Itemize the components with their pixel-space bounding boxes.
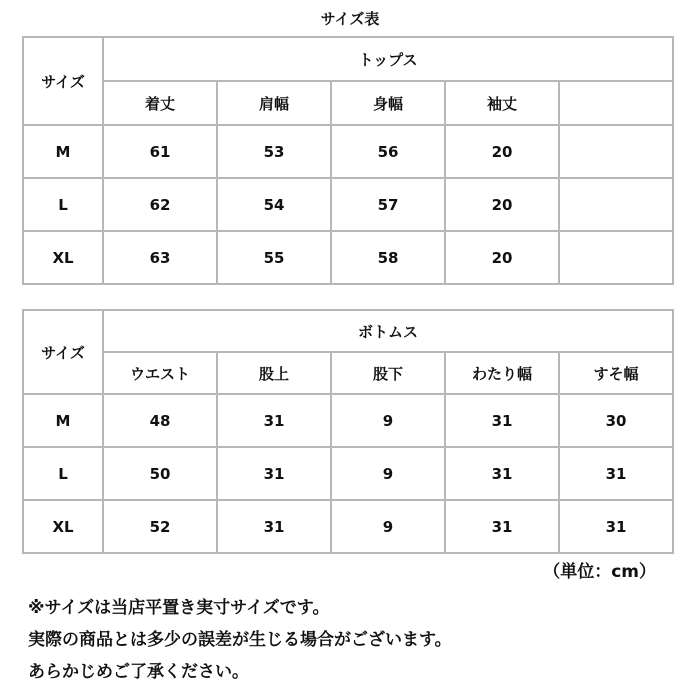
- group-header-bottoms: ボトムス: [103, 310, 673, 352]
- value-cell: 53: [217, 125, 331, 178]
- table-row: [23, 394, 673, 447]
- col-header: ウエスト: [103, 352, 217, 394]
- value-cell: [559, 125, 673, 178]
- group-header-tops: トップス: [103, 37, 673, 81]
- size-header: サイズ: [23, 37, 103, 125]
- bottoms-size-table: [22, 309, 674, 554]
- value-cell: 31: [217, 447, 331, 500]
- value-cell: 54: [217, 178, 331, 231]
- value-cell: 30: [559, 394, 673, 447]
- tops-size-table: [22, 36, 674, 285]
- value-cell: 61: [103, 125, 217, 178]
- table-row: [23, 125, 673, 178]
- value-cell: 9: [331, 500, 445, 553]
- value-cell: 63: [103, 231, 217, 284]
- value-cell: 31: [445, 500, 559, 553]
- size-header: サイズ: [23, 310, 103, 394]
- size-cell: M: [23, 125, 103, 178]
- size-cell: XL: [23, 231, 103, 284]
- value-cell: 50: [103, 447, 217, 500]
- value-cell: 31: [217, 500, 331, 553]
- value-cell: 31: [445, 394, 559, 447]
- value-cell: 9: [331, 447, 445, 500]
- value-cell: 31: [217, 394, 331, 447]
- table-row: [23, 447, 673, 500]
- value-cell: 62: [103, 178, 217, 231]
- value-cell: 20: [445, 231, 559, 284]
- table-row: [23, 500, 673, 553]
- col-header: 肩幅: [217, 81, 331, 125]
- value-cell: 56: [331, 125, 445, 178]
- table-row: [23, 231, 673, 284]
- col-header: 身幅: [331, 81, 445, 125]
- notes: [28, 592, 452, 688]
- value-cell: 31: [445, 447, 559, 500]
- value-cell: 20: [445, 125, 559, 178]
- value-cell: 31: [559, 447, 673, 500]
- value-cell: 9: [331, 394, 445, 447]
- col-header: 袖丈: [445, 81, 559, 125]
- col-header: わたり幅: [445, 352, 559, 394]
- value-cell: 48: [103, 394, 217, 447]
- size-cell: L: [23, 447, 103, 500]
- value-cell: 58: [331, 231, 445, 284]
- value-cell: 55: [217, 231, 331, 284]
- value-cell: 20: [445, 178, 559, 231]
- col-header: [559, 81, 673, 125]
- note-line: あらかじめご了承ください。: [28, 662, 249, 682]
- page-title: サイズ表: [320, 10, 380, 28]
- size-cell: L: [23, 178, 103, 231]
- size-cell: XL: [23, 500, 103, 553]
- value-cell: [559, 231, 673, 284]
- value-cell: 57: [331, 178, 445, 231]
- note-line: ※サイズは当店平置き実寸サイズです。: [28, 598, 330, 618]
- col-header: 股上: [217, 352, 331, 394]
- unit-label: （単位：cm）: [543, 562, 656, 582]
- col-header: すそ幅: [559, 352, 673, 394]
- table-row: [23, 178, 673, 231]
- value-cell: 52: [103, 500, 217, 553]
- note-line: 実際の商品とは多少の誤差が生じる場合がございます。: [28, 630, 452, 650]
- size-cell: M: [23, 394, 103, 447]
- value-cell: [559, 178, 673, 231]
- col-header: 着丈: [103, 81, 217, 125]
- col-header: 股下: [331, 352, 445, 394]
- value-cell: 31: [559, 500, 673, 553]
